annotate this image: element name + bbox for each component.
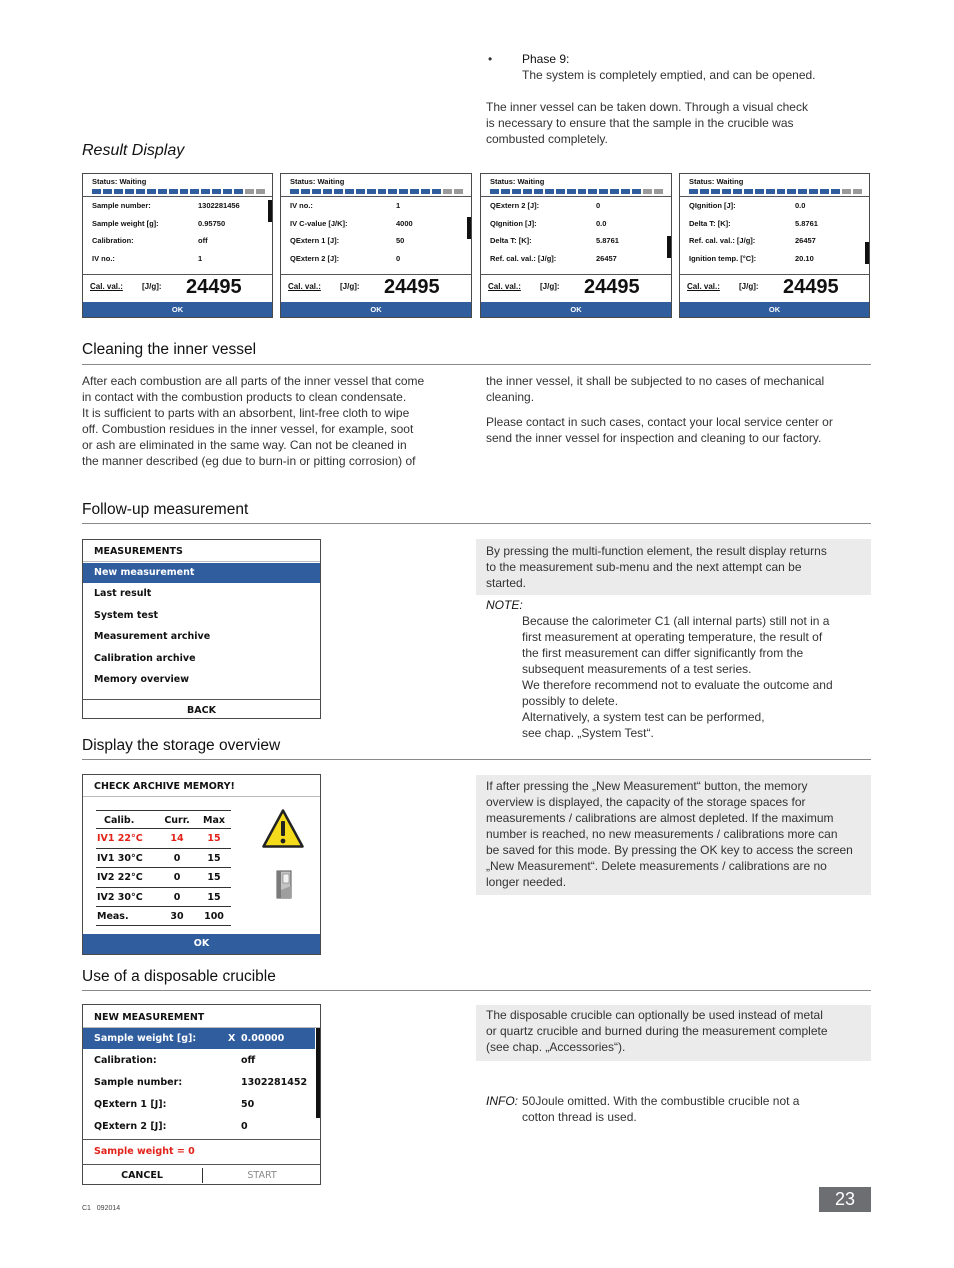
progress-segment [169,189,178,194]
followup-description [486,543,827,591]
scrollbar-thumb[interactable] [667,236,671,258]
progress-segment [556,189,565,194]
progress-segment [654,189,663,194]
field-label: Calibration: [94,1055,157,1066]
inner-vessel-paragraph [486,99,808,147]
menu-item-calibration-archive[interactable]: Calibration archive [94,652,196,664]
progress-segment [454,189,463,194]
text-line: cotton thread is used. [522,1110,637,1124]
ok-button[interactable]: OK [680,302,869,317]
progress-segment [301,189,310,194]
field-label: QIgnition [J]: [490,219,537,228]
progress-segment [567,189,576,194]
progress-segment [410,189,419,194]
divider [83,699,320,700]
text-line: the first measurement can differ significantly from the [522,646,804,660]
field-value: off [198,236,208,245]
progress-segment [312,189,321,194]
text-line: or ash are eliminated in the same way. Can not be cleaned in [82,438,407,452]
progress-segment [256,189,265,194]
menu-item-system-test[interactable]: System test [94,609,159,621]
field-value: 0 [596,201,601,210]
scrollbar-thumb[interactable] [316,1028,321,1118]
table-cell: Meas. [97,911,129,922]
field-label: QExtern 2 [J]: [490,201,540,210]
text-line: It is sufficient to parts with an absorbent, lint-free cloth to wipe [82,406,410,420]
field-label: Delta T: [K]: [689,219,731,228]
cal-value-label: Cal. val.: [687,282,720,291]
text-line: 50Joule omitted. With the combustible crucible not a [522,1094,800,1108]
text-line: Alternatively, a system test can be performed, [522,710,765,724]
text-line: We therefore recommend not to evaluate the outcome and [522,678,833,692]
field-value[interactable]: off [241,1055,256,1066]
progress-segment [700,189,709,194]
text-line: number is reached, no new measurements / calibrations more can [486,827,838,841]
table-cell: IV2 22°C [97,872,143,884]
result-screen [679,173,870,318]
table-cell: 30 [170,911,184,922]
table-cell: 0 [173,872,181,884]
progress-segment [388,189,397,194]
ok-button[interactable]: OK [281,302,471,317]
field-value: 1302281456 [198,201,240,210]
field-value: 0.95750 [198,219,226,228]
document-code: C1 092014 [82,1205,121,1212]
table-cell: 100 [204,911,224,922]
cal-value: 24495 [384,276,440,298]
ok-button[interactable]: OK [481,302,671,317]
progress-segment [599,189,608,194]
progress-segment [158,189,167,194]
cal-value-unit: [J/g]: [142,282,162,291]
page-number: 23 [819,1187,871,1212]
progress-segment [180,189,189,194]
menu-item-memory-overview[interactable]: Memory overview [94,674,190,685]
scrollbar-thumb[interactable] [467,217,471,239]
crucible-callout [476,1005,871,1061]
back-button[interactable]: BACK [187,705,216,716]
field-label: Sample number: [92,201,151,210]
field-value[interactable]: 0 [241,1121,248,1132]
section-rule [82,990,871,991]
field-value: 5.8761 [596,236,619,245]
text-line: off. Combustion residues in the inner vessel, for example, soot [82,422,414,436]
progress-segment [345,189,354,194]
field-label: QExtern 1 [J]: [94,1099,167,1110]
new-measurement-screen [82,1004,321,1185]
field-value: 0.0 [795,201,806,210]
info-text [522,1093,799,1125]
progress-bar [689,189,862,194]
result-screen [280,173,472,318]
progress-segment [356,189,365,194]
note-text [522,613,833,741]
menu-item-measurement-archive[interactable]: Measurement archive [94,631,211,643]
progress-segment [136,189,145,194]
divider [281,274,471,275]
field-value: 4000 [396,219,413,228]
progress-segment [798,189,807,194]
column-header: Max [203,815,225,826]
field-value[interactable]: 0.00000 [241,1033,285,1044]
progress-segment [323,189,332,194]
field-label: Sample weight [g]: [94,1033,197,1044]
field-value: 0 [396,254,401,263]
storage-callout [476,775,871,895]
note-label: NOTE: [486,598,523,612]
table-row [96,907,231,926]
field-value: 26457 [795,236,816,245]
progress-segment [367,189,376,194]
progress-segment [578,189,587,194]
table-row [96,849,231,868]
cal-value: 24495 [783,276,839,298]
text-line: After each combustion are all parts of the inner vessel that come [82,374,425,388]
progress-segment [290,189,299,194]
ok-button[interactable]: OK [83,934,320,954]
text-line: see chap. „System Test“. [522,726,654,740]
field-label: Ignition temp. [°C]: [689,254,757,263]
text-line: possibly to delete. [522,694,619,708]
result-screen [480,173,672,318]
progress-segment [523,189,532,194]
divider [281,196,471,197]
cal-value: 24495 [584,276,640,298]
table-cell: IV1 30°C [97,852,143,864]
cleaning-right-paragraph-2 [486,414,833,446]
warning-triangle-icon [261,808,305,849]
progress-segment [820,189,829,194]
text-line: combusted completely. [486,132,608,146]
field-value[interactable]: 1302281452 [241,1077,308,1088]
menu-item-new-measurement[interactable]: New measurement [94,567,195,578]
screen-title: CHECK ARCHIVE MEMORY! [94,781,235,792]
progress-segment [490,189,499,194]
cleaning-left-paragraph [82,373,424,469]
progress-segment [147,189,156,194]
field-label: Delta T: [K]: [490,236,532,245]
progress-segment [766,189,775,194]
text-line: started. [486,576,527,590]
field-value: 50 [396,236,405,245]
progress-bar [92,189,265,194]
crucible-description [486,1007,828,1055]
text-line: If after pressing the „New Measurement“ button, the memory [486,779,808,793]
divider [83,1164,320,1165]
divider [481,274,671,275]
table-row [96,888,231,907]
table-cell: 15 [207,872,221,884]
table-cell: IV2 30°C [97,891,143,903]
field-value: 5.8761 [795,219,818,228]
field-label: IV no.: [92,254,115,263]
progress-segment [534,189,543,194]
cal-value-label: Cal. val.: [488,282,521,291]
column-header: Calib. [104,815,135,826]
text-line: cleaning. [486,390,535,404]
table-cell: 0 [173,852,181,864]
text-line: the manner described (eg due to burn-in or pitting corrosion) of [82,454,416,468]
field-label: Ref. cal. val.: [J/g]: [689,236,756,245]
field-label: QIgnition [J]: [689,201,736,210]
field-value: 26457 [596,254,617,263]
text-line: (see chap. „Accessories“). [486,1040,626,1054]
text-line: in contact with the combustion products to clean condensate. [82,390,407,404]
progress-bar [490,189,663,194]
progress-segment [92,189,101,194]
text-line: Please contact in such cases, contact your local service center or [486,415,833,429]
table-row [96,868,231,887]
progress-segment [103,189,112,194]
divider [83,561,320,562]
validation-warning: Sample weight = 0 [94,1146,195,1157]
cal-value-label: Cal. val.: [288,282,321,291]
bullet-marker: • [488,52,493,66]
status-text: Status: Waiting [92,177,147,186]
text-line: send the inner vessel for inspection and cleaning to our factory. [486,431,822,445]
progress-segment [689,189,698,194]
progress-segment [421,189,430,194]
progress-segment [190,189,199,194]
field-value: 1 [198,254,203,263]
info-label: INFO: [486,1094,518,1108]
text-line: The disposable crucible can optionally be used instead of metal [486,1008,823,1022]
storage-description [486,778,853,890]
column-header: Curr. [164,815,190,826]
table-cell: 15 [207,833,221,845]
progress-segment [443,189,452,194]
section-rule [82,523,871,524]
field-value[interactable]: 50 [241,1099,255,1110]
progress-segment [245,189,254,194]
cleaning-heading: Cleaning the inner vessel [82,341,257,358]
field-label: Ref. cal. val.: [J/g]: [490,254,557,263]
result-display-title: Result Display [82,142,185,159]
followup-callout [476,539,871,595]
progress-segment [545,189,554,194]
progress-segment [201,189,210,194]
text-line: subsequent measurements of a test series. [522,662,752,676]
progress-segment [632,189,641,194]
progress-segment [588,189,597,194]
progress-segment [125,189,134,194]
phase-text: The system is completely emptied, and can be opened. [522,68,816,82]
divider [481,196,671,197]
archive-memory-screen [82,774,321,955]
status-text: Status: Waiting [490,177,545,186]
status-text: Status: Waiting [290,177,345,186]
result-screen [82,173,273,318]
status-text: Status: Waiting [689,177,744,186]
table-cell: 0 [173,891,181,903]
progress-segment [831,189,840,194]
progress-segment [755,189,764,194]
text-line: first measurement at operating temperature, the result of [522,630,823,644]
progress-segment [334,189,343,194]
table-cell: 15 [207,891,221,903]
text-line: the inner vessel, it shall be subjected to no cases of mechanical [486,374,825,388]
progress-segment [643,189,652,194]
progress-segment [378,189,387,194]
phase-label: Phase 9: [522,52,570,66]
cancel-button[interactable]: CANCEL [121,1170,163,1181]
progress-segment [114,189,123,194]
field-label: Sample weight [g]: [92,219,159,228]
screen-title: MEASUREMENTS [94,546,183,557]
divider [680,274,869,275]
cal-value-unit: [J/g]: [540,282,560,291]
field-label: Calibration: [92,236,134,245]
progress-segment [722,189,731,194]
progress-segment [432,189,441,194]
text-line: be saved for this mode. By pressing the OK key to access the screen [486,843,853,857]
cal-value: 24495 [186,276,242,298]
section-rule [82,364,871,365]
progress-segment [777,189,786,194]
text-line: The inner vessel can be taken down. Through a visual check [486,100,808,114]
field-label: Sample number: [94,1077,183,1088]
progress-segment [223,189,232,194]
progress-segment [512,189,521,194]
progress-segment [787,189,796,194]
progress-bar [290,189,463,194]
text-line: „New Measurement“. Delete measurements / calibrations are no [486,859,827,873]
progress-segment [842,189,851,194]
field-label: QExtern 2 [J]: [290,254,340,263]
text-line: longer needed. [486,875,567,889]
progress-segment [853,189,862,194]
screen-title: NEW MEASUREMENT [94,1012,205,1023]
ok-button[interactable]: OK [83,302,272,317]
progress-segment [711,189,720,194]
cal-value-label: Cal. val.: [90,282,123,291]
followup-heading: Follow-up measurement [82,501,249,518]
memory-card-icon [275,870,293,899]
archive-table [96,810,231,922]
table-cell: IV1 22°C [97,833,143,845]
progress-segment [733,189,742,194]
field-label: QExtern 2 [J]: [94,1121,167,1132]
table-cell: 15 [207,852,221,864]
crucible-heading: Use of a disposable crucible [82,968,276,985]
field-label: IV C-value [J/K]: [290,219,348,228]
field-value: 0.0 [596,219,607,228]
progress-segment [809,189,818,194]
text-line: is necessary to ensure that the sample in the crucible was [486,116,794,130]
field-label: IV no.: [290,201,313,210]
divider [83,274,272,275]
progress-segment [610,189,619,194]
section-rule [82,759,871,760]
progress-segment [501,189,510,194]
start-button[interactable]: START [247,1170,277,1181]
progress-segment [399,189,408,194]
text-line: overview is displayed, the capacity of the storage spaces for [486,795,806,809]
divider [680,196,869,197]
field-label: QExtern 1 [J]: [290,236,340,245]
cal-value-unit: [J/g]: [739,282,759,291]
divider [83,196,272,197]
text-line: measurements / calibrations are almost depleted. If the maximum [486,811,834,825]
measurements-menu-screen [82,539,321,719]
progress-segment [621,189,630,194]
text-line: to the measurement sub-menu and the next attempt can be [486,560,802,574]
field-marker: X [228,1033,236,1044]
field-value: 20.10 [795,254,814,263]
storage-heading: Display the storage overview [82,737,281,754]
text-line: or quartz crucible and burned during the measurement complete [486,1024,828,1038]
scrollbar-thumb[interactable] [865,242,869,264]
divider [83,1139,320,1140]
table-header [96,810,231,829]
field-value: 1 [396,201,401,210]
text-line: Because the calorimeter C1 (all internal parts) still not in a [522,614,830,628]
progress-segment [234,189,243,194]
table-cell: 14 [170,833,184,845]
progress-segment [744,189,753,194]
table-row [96,829,231,848]
divider [83,796,320,797]
menu-item-last-result[interactable]: Last result [94,588,152,600]
cal-value-unit: [J/g]: [340,282,360,291]
scrollbar-thumb[interactable] [268,200,272,222]
text-line: By pressing the multi-function element, the result display returns [486,544,827,558]
cleaning-right-paragraph-1 [486,373,824,405]
progress-segment [212,189,221,194]
